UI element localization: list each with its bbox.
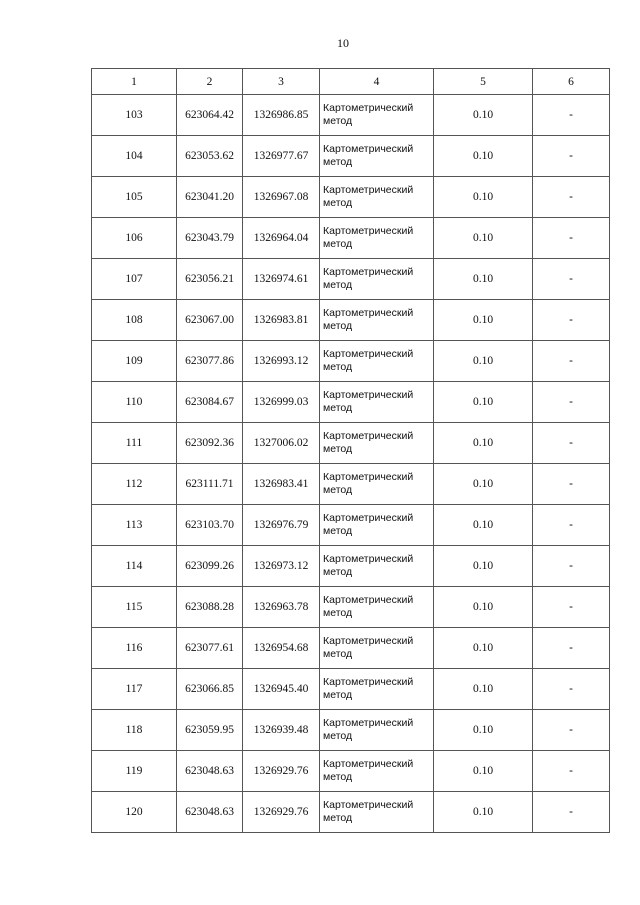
accuracy-cell: 0.10: [434, 259, 533, 300]
accuracy-cell: 0.10: [434, 628, 533, 669]
accuracy-cell: 0.10: [434, 300, 533, 341]
method-cell: Картометрический метод: [320, 792, 434, 833]
point-number-cell: 116: [92, 628, 177, 669]
table-row: [92, 505, 610, 546]
y-coordinate-cell: 1326993.12: [243, 341, 320, 382]
x-coordinate-cell: 623088.28: [177, 587, 243, 628]
accuracy-cell: 0.10: [434, 382, 533, 423]
table-row: [92, 628, 610, 669]
note-cell: -: [533, 546, 610, 587]
page-number: 10: [337, 36, 349, 50]
accuracy-cell: 0.10: [434, 710, 533, 751]
accuracy-cell: 0.10: [434, 505, 533, 546]
table-row: [92, 710, 610, 751]
column-header: 1: [92, 69, 177, 95]
note-cell: -: [533, 792, 610, 833]
x-coordinate-cell: 623048.63: [177, 751, 243, 792]
note-cell: -: [533, 218, 610, 259]
table-row: [92, 95, 610, 136]
method-cell: Картометрический метод: [320, 95, 434, 136]
table-row: [92, 423, 610, 464]
point-number-cell: 108: [92, 300, 177, 341]
method-cell: Картометрический метод: [320, 710, 434, 751]
x-coordinate-cell: 623092.36: [177, 423, 243, 464]
note-cell: -: [533, 628, 610, 669]
table-row: [92, 382, 610, 423]
accuracy-cell: 0.10: [434, 341, 533, 382]
method-cell: Картометрический метод: [320, 464, 434, 505]
x-coordinate-cell: 623067.00: [177, 300, 243, 341]
accuracy-cell: 0.10: [434, 423, 533, 464]
point-number-cell: 115: [92, 587, 177, 628]
accuracy-cell: 0.10: [434, 792, 533, 833]
note-cell: -: [533, 382, 610, 423]
table-row: [92, 341, 610, 382]
y-coordinate-cell: 1326967.08: [243, 177, 320, 218]
point-number-cell: 114: [92, 546, 177, 587]
x-coordinate-cell: 623077.61: [177, 628, 243, 669]
column-header: 4: [320, 69, 434, 95]
table-row: [92, 546, 610, 587]
accuracy-cell: 0.10: [434, 218, 533, 259]
note-cell: -: [533, 136, 610, 177]
point-number-cell: 109: [92, 341, 177, 382]
table-row: [92, 136, 610, 177]
method-cell: Картометрический метод: [320, 341, 434, 382]
accuracy-cell: 0.10: [434, 464, 533, 505]
y-coordinate-cell: 1326977.67: [243, 136, 320, 177]
point-number-cell: 105: [92, 177, 177, 218]
method-cell: Картометрический метод: [320, 136, 434, 177]
x-coordinate-cell: 623099.26: [177, 546, 243, 587]
point-number-cell: 103: [92, 95, 177, 136]
note-cell: -: [533, 464, 610, 505]
accuracy-cell: 0.10: [434, 136, 533, 177]
y-coordinate-cell: 1326986.85: [243, 95, 320, 136]
method-cell: Картометрический метод: [320, 751, 434, 792]
table-row: [92, 792, 610, 833]
point-number-cell: 107: [92, 259, 177, 300]
method-cell: Картометрический метод: [320, 382, 434, 423]
y-coordinate-cell: 1326945.40: [243, 669, 320, 710]
method-cell: Картометрический метод: [320, 546, 434, 587]
table-row: [92, 177, 610, 218]
x-coordinate-cell: 623056.21: [177, 259, 243, 300]
method-cell: Картометрический метод: [320, 423, 434, 464]
method-cell: Картометрический метод: [320, 587, 434, 628]
y-coordinate-cell: 1326983.81: [243, 300, 320, 341]
method-cell: Картометрический метод: [320, 300, 434, 341]
method-cell: Картометрический метод: [320, 669, 434, 710]
x-coordinate-cell: 623041.20: [177, 177, 243, 218]
table-row: [92, 259, 610, 300]
coordinates-table: [91, 68, 610, 833]
y-coordinate-cell: 1326964.04: [243, 218, 320, 259]
x-coordinate-cell: 623077.86: [177, 341, 243, 382]
note-cell: -: [533, 669, 610, 710]
table-header-row: [92, 69, 610, 95]
table-row: [92, 300, 610, 341]
x-coordinate-cell: 623066.85: [177, 669, 243, 710]
column-header: 6: [533, 69, 610, 95]
point-number-cell: 118: [92, 710, 177, 751]
note-cell: -: [533, 710, 610, 751]
x-coordinate-cell: 623064.42: [177, 95, 243, 136]
method-cell: Картометрический метод: [320, 259, 434, 300]
y-coordinate-cell: 1326976.79: [243, 505, 320, 546]
method-cell: Картометрический метод: [320, 628, 434, 669]
x-coordinate-cell: 623059.95: [177, 710, 243, 751]
y-coordinate-cell: 1326954.68: [243, 628, 320, 669]
point-number-cell: 111: [92, 423, 177, 464]
note-cell: -: [533, 341, 610, 382]
column-header: 3: [243, 69, 320, 95]
y-coordinate-cell: 1326973.12: [243, 546, 320, 587]
column-header: 5: [434, 69, 533, 95]
y-coordinate-cell: 1326939.48: [243, 710, 320, 751]
accuracy-cell: 0.10: [434, 95, 533, 136]
x-coordinate-cell: 623043.79: [177, 218, 243, 259]
note-cell: -: [533, 505, 610, 546]
note-cell: -: [533, 423, 610, 464]
point-number-cell: 119: [92, 751, 177, 792]
y-coordinate-cell: 1327006.02: [243, 423, 320, 464]
y-coordinate-cell: 1326999.03: [243, 382, 320, 423]
point-number-cell: 117: [92, 669, 177, 710]
note-cell: -: [533, 95, 610, 136]
x-coordinate-cell: 623084.67: [177, 382, 243, 423]
note-cell: -: [533, 300, 610, 341]
y-coordinate-cell: 1326929.76: [243, 751, 320, 792]
point-number-cell: 110: [92, 382, 177, 423]
y-coordinate-cell: 1326974.61: [243, 259, 320, 300]
point-number-cell: 106: [92, 218, 177, 259]
table-row: [92, 751, 610, 792]
y-coordinate-cell: 1326983.41: [243, 464, 320, 505]
table-body: [92, 95, 610, 833]
note-cell: -: [533, 751, 610, 792]
table-row: [92, 464, 610, 505]
point-number-cell: 113: [92, 505, 177, 546]
table-row: [92, 587, 610, 628]
x-coordinate-cell: 623053.62: [177, 136, 243, 177]
point-number-cell: 104: [92, 136, 177, 177]
accuracy-cell: 0.10: [434, 177, 533, 218]
method-cell: Картометрический метод: [320, 505, 434, 546]
accuracy-cell: 0.10: [434, 587, 533, 628]
accuracy-cell: 0.10: [434, 669, 533, 710]
method-cell: Картометрический метод: [320, 218, 434, 259]
y-coordinate-cell: 1326963.78: [243, 587, 320, 628]
point-number-cell: 112: [92, 464, 177, 505]
note-cell: -: [533, 259, 610, 300]
point-number-cell: 120: [92, 792, 177, 833]
y-coordinate-cell: 1326929.76: [243, 792, 320, 833]
x-coordinate-cell: 623111.71: [177, 464, 243, 505]
x-coordinate-cell: 623103.70: [177, 505, 243, 546]
note-cell: -: [533, 587, 610, 628]
accuracy-cell: 0.10: [434, 751, 533, 792]
column-header: 2: [177, 69, 243, 95]
table-row: [92, 669, 610, 710]
accuracy-cell: 0.10: [434, 546, 533, 587]
table-row: [92, 218, 610, 259]
x-coordinate-cell: 623048.63: [177, 792, 243, 833]
note-cell: -: [533, 177, 610, 218]
method-cell: Картометрический метод: [320, 177, 434, 218]
